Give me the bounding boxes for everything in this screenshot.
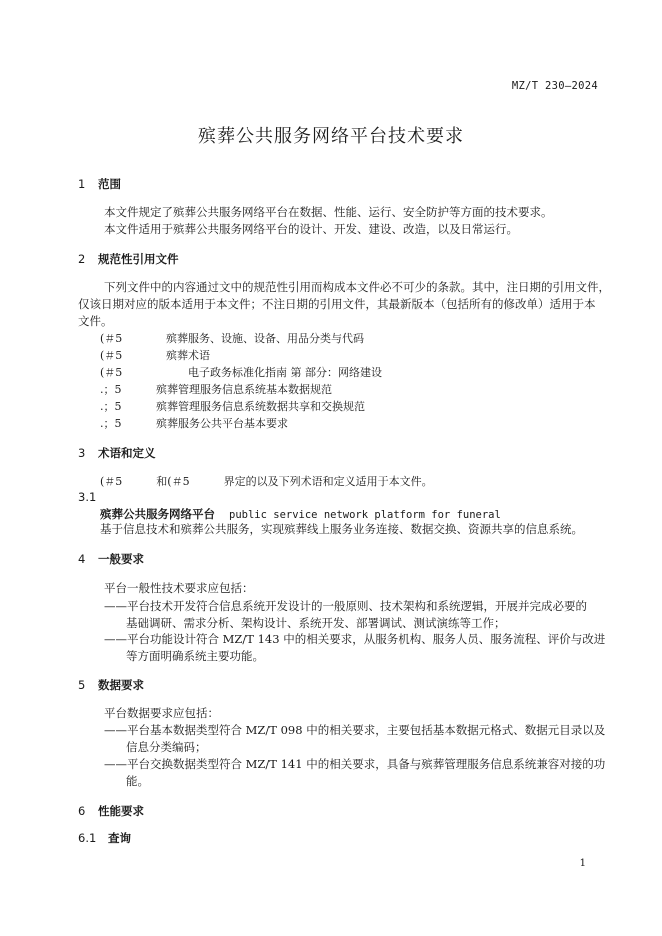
section-1-para-1: 本文件规定了殡葬公共服务网络平台在数据、性能、运行、安全防护等方面的技术要求。 xyxy=(104,205,553,219)
term-3-1-number: 3.1 xyxy=(78,490,97,504)
document-title: 殡葬公共服务网络平台技术要求 xyxy=(198,126,464,147)
section-6-heading: 6 性能要求 xyxy=(78,804,144,818)
section-2-heading: 2 规范性引用文件 xyxy=(78,252,179,266)
section-4-intro: 平台一般性技术要求应包括： xyxy=(104,581,254,595)
section-6-1-heading: 6.1 查询 xyxy=(78,831,131,845)
section-5-bullet-1-cont: 信息分类编码； xyxy=(126,740,207,754)
section-5-heading: 5 数据要求 xyxy=(78,678,144,692)
reference-item: (＃5 殡葬服务、设施、设备、用品分类与代码 xyxy=(100,332,364,345)
section-4-bullet-1: ——平台技术开发符合信息系统开发设计的一般原则、技术架构和系统逻辑，开展并完成必要的 xyxy=(104,599,587,613)
section-3-intro: (＃5 和(＃5 界定的以及下列术语和定义适用于本文件。 xyxy=(100,475,433,488)
section-5-bullet-2: ——平台交换数据类型符合 MZ/T 141 中的相关要求，具备与殡葬管理服务信息系统兼容对接的功 xyxy=(104,757,606,771)
section-2-para-line-3: 文件。 xyxy=(78,314,113,328)
reference-item: .；5 殡葬管理服务信息系统数据共享和交换规范 xyxy=(100,400,365,413)
term-3-1-definition: 基于信息技术和殡葬公共服务，实现殡葬线上服务业务连接、数据交换、资源共享的信息系统。 xyxy=(100,522,583,536)
section-2-para-line-1: 下列文件中的内容通过文中的规范性引用而构成本文件必不可少的条款。其中，注日期的引用文件， xyxy=(104,280,610,294)
term-3-1-title: 殡葬公共服务网络平台 public service network platform for funeral xyxy=(100,507,501,521)
section-4-bullet-2: ——平台功能设计符合 MZ/T 143 中的相关要求，从服务机构、服务人员、服务流程、评价与改进 xyxy=(104,632,606,646)
section-2-para-line-2: 仅该日期对应的版本适用于本文件；不注日期的引用文件，其最新版本（包括所有的修改单）适用于本 xyxy=(78,297,596,311)
section-3-heading: 3 术语和定义 xyxy=(78,446,156,460)
section-4-bullet-2-cont: 等方面明确系统主要功能。 xyxy=(126,649,264,663)
reference-item: .；5 殡葬管理服务信息系统基本数据规范 xyxy=(100,383,332,396)
reference-item: (＃5 电子政务标准化指南 第 部分：网络建设 xyxy=(100,366,382,379)
standard-code: MZ/T 230—2024 xyxy=(511,80,598,92)
section-5-bullet-1: ——平台基本数据类型符合 MZ/T 098 中的相关要求，主要包括基本数据元格式、数据元目录以及 xyxy=(104,723,606,737)
section-1-heading: 1 范围 xyxy=(78,177,121,191)
section-1-para-2: 本文件适用于殡葬公共服务网络平台的设计、开发、建设、改造，以及日常运行。 xyxy=(104,222,518,236)
reference-item: .；5 殡葬服务公共平台基本要求 xyxy=(100,417,288,430)
section-5-bullet-2-cont: 能。 xyxy=(126,774,149,788)
reference-item: (＃5 殡葬术语 xyxy=(100,349,210,362)
section-4-bullet-1-cont: 基础调研、需求分析、架构设计、系统开发、部署调试、测试演练等工作； xyxy=(126,616,506,630)
page-number: 1 xyxy=(579,858,586,869)
section-5-intro: 平台数据要求应包括： xyxy=(104,706,219,720)
section-4-heading: 4 一般要求 xyxy=(78,552,144,566)
